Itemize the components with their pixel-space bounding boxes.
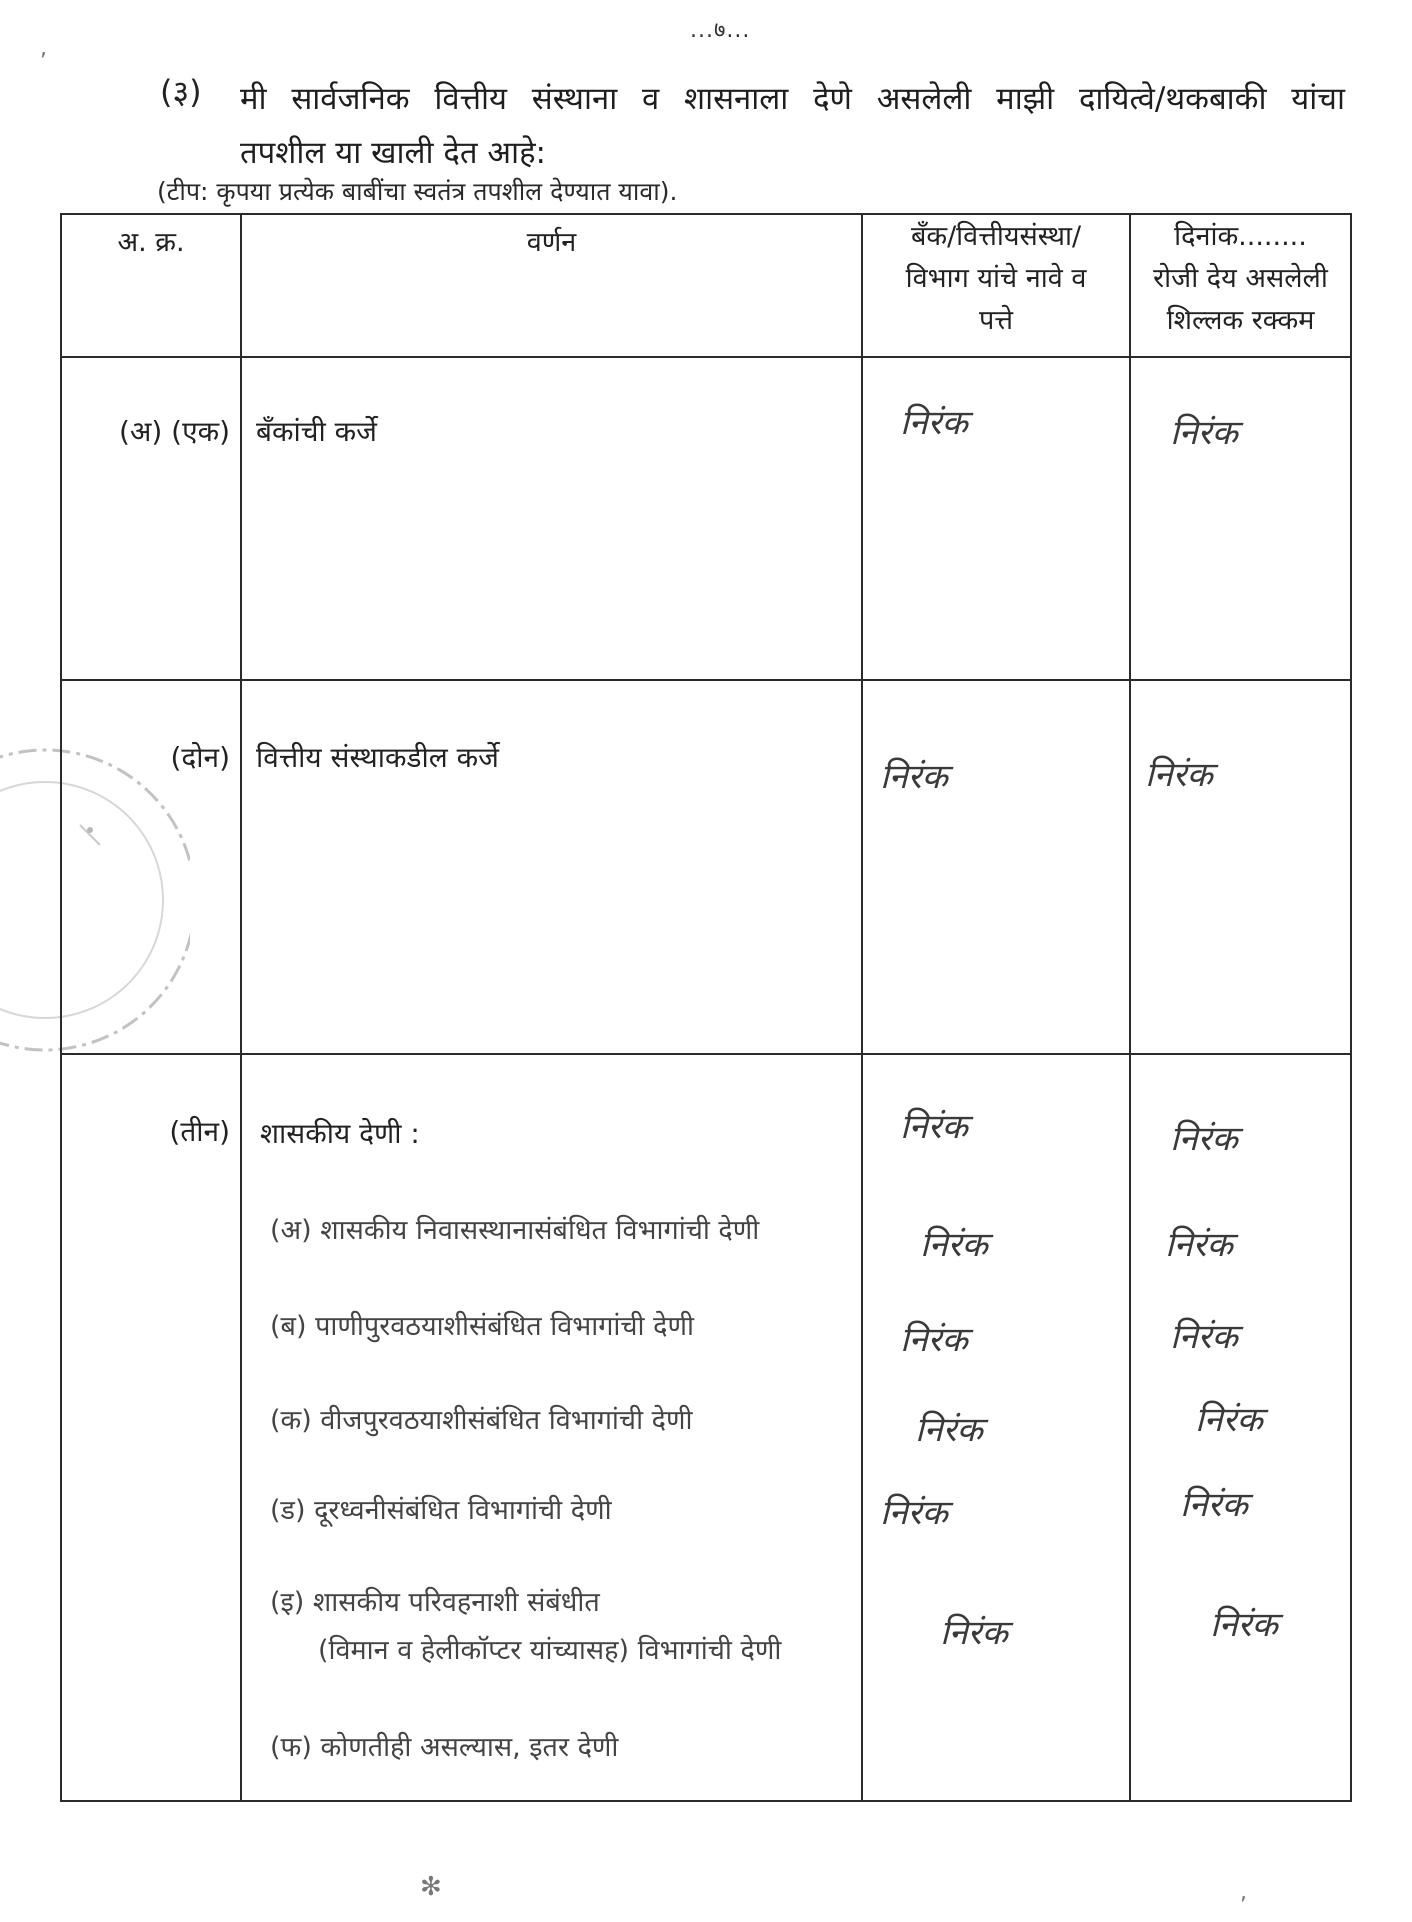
handwritten-bank-value: निरंक	[880, 1493, 948, 1533]
header-amount-line-2: रोजी देय असलेली	[1153, 263, 1328, 294]
header-bank-line-3: पत्ते	[979, 305, 1013, 336]
row-number: (दोन)	[170, 741, 230, 774]
sub-item-label: (फ) कोणतीही असल्यास, इतर देणी	[270, 1732, 619, 1763]
header-bank	[863, 216, 1129, 342]
handwritten-bank-value: निरंक	[880, 757, 948, 797]
office-stamp	[0, 735, 190, 1065]
row-number: (तीन)	[169, 1115, 230, 1148]
handwritten-amount-value: निरंक	[1165, 1225, 1233, 1265]
intro-line-2: तपशील या खाली देत आहे:	[240, 135, 546, 171]
handwritten-bank-value: निरंक	[900, 1320, 968, 1360]
row-number: (अ) (एक)	[119, 415, 230, 448]
handwritten-amount-value: निरंक	[1145, 755, 1213, 795]
scan-mark: ,	[40, 36, 47, 61]
row-description: वित्तीय संस्थाकडील कर्जे	[256, 741, 499, 774]
header-bank-line-1: बँक/वित्तीयसंस्था/	[910, 221, 1082, 252]
handwritten-bank-value: निरंक	[900, 403, 968, 443]
handwritten-amount-value: निरंक	[1180, 1485, 1248, 1525]
sub-item-label: (ब) पाणीपुरवठयाशीसंबंधित विभागांची देणी	[270, 1311, 694, 1342]
header-description: वर्णन	[526, 227, 577, 258]
header-amount-line-3: शिल्लक रक्कम	[1166, 305, 1315, 336]
handwritten-bank-value: निरंक	[940, 1613, 1008, 1653]
header-bank-line-2: विभाग यांचे नावे व	[905, 263, 1087, 294]
header-serial: अ. क्र.	[117, 227, 185, 258]
header-amount-line-1: दिनांक........	[1174, 221, 1307, 252]
handwritten-bank-value: निरंक	[920, 1225, 988, 1265]
note-text: (टीप: कृपया प्रत्येक बाबींचा स्वतंत्र तपशील देण्यात यावा).	[157, 177, 678, 206]
section-number: (३)	[160, 73, 202, 111]
scan-mark: ✻	[420, 1872, 442, 1902]
intro-text	[240, 72, 1345, 180]
sub-item-label-continued: (विमान व हेलीकॉप्टर यांच्यासह) विभागांची देणी	[318, 1635, 782, 1666]
intro-line-1: मी सार्वजनिक वित्तीय संस्थाना व शासनाला देणे असलेली माझी दायित्वे/थकबाकी यांचा	[240, 81, 1345, 117]
handwritten-amount-value: निरंक	[1170, 413, 1238, 453]
page-number: ...७...	[690, 18, 751, 43]
handwritten-amount-value: निरंक	[1170, 1317, 1238, 1357]
sub-item-label: (इ) शासकीय परिवहनाशी संबंधीत	[270, 1587, 600, 1618]
handwritten-amount-value: निरंक	[1170, 1119, 1238, 1159]
row-description: शासकीय देणी :	[260, 1117, 420, 1150]
handwritten-amount-value: निरंक	[1195, 1400, 1263, 1440]
sub-item-label: (क) वीजपुरवठयाशीसंबंधित विभागांची देणी	[270, 1405, 693, 1436]
header-amount	[1131, 216, 1350, 342]
handwritten-amount-value: निरंक	[1210, 1605, 1278, 1645]
sub-item-label: (अ) शासकीय निवासस्थानासंबंधित विभागांची देणी	[270, 1215, 760, 1246]
row-description: बँकांची कर्जे	[256, 415, 377, 448]
handwritten-bank-value: निरंक	[900, 1107, 968, 1147]
handwritten-bank-value: निरंक	[915, 1410, 983, 1450]
sub-item-label: (ड) दूरध्वनीसंबंधित विभागांची देणी	[270, 1495, 612, 1526]
scan-mark: ,	[1240, 1880, 1247, 1905]
